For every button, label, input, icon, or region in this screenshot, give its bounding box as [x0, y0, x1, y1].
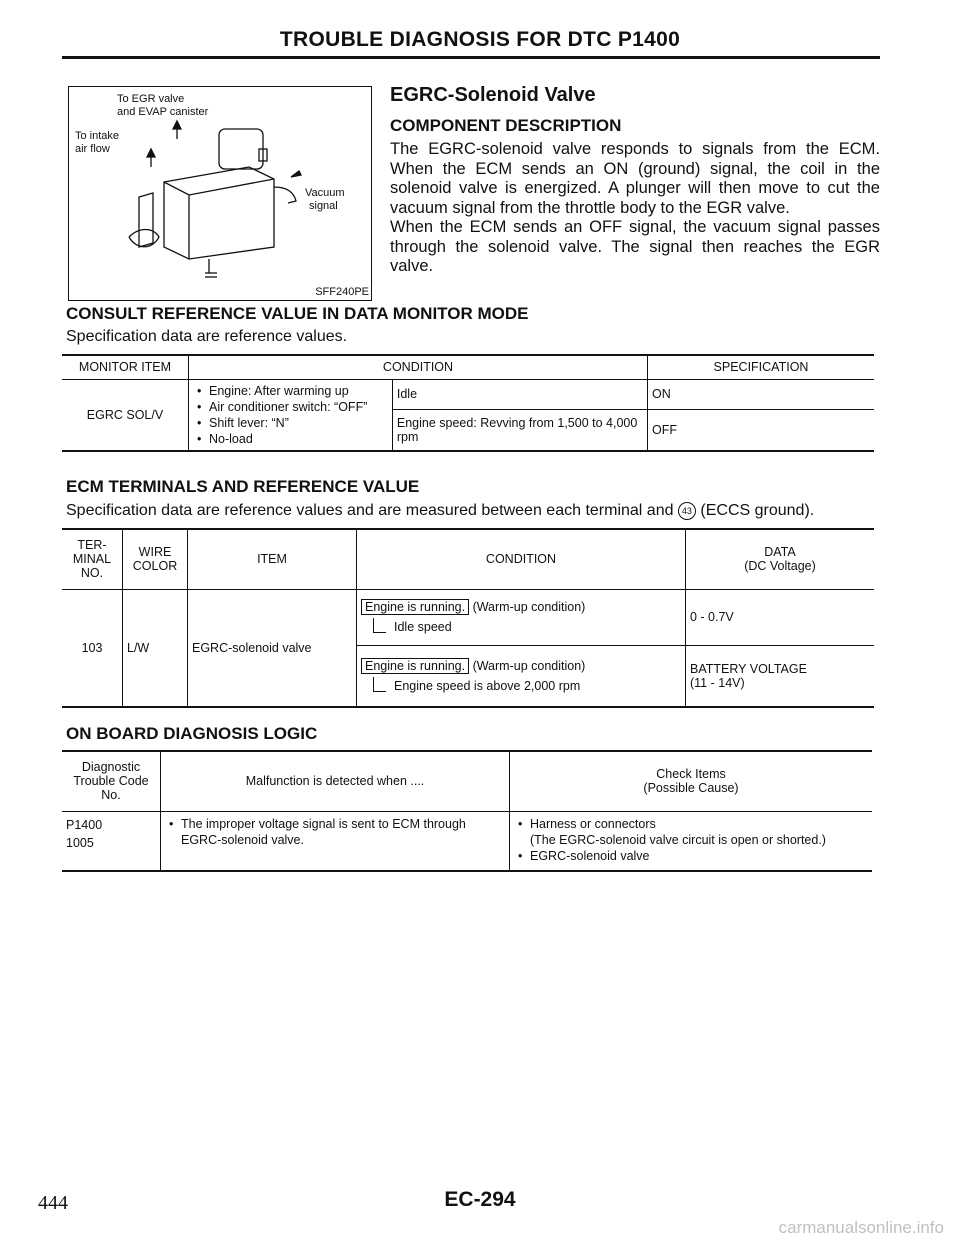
- bracket-icon: [373, 677, 386, 692]
- obd-header-code: Diagnostic Trouble Code No.: [62, 751, 161, 811]
- ecm-cond1-sub: Idle speed: [394, 620, 452, 634]
- label-vacuum-2: signal: [309, 200, 338, 212]
- obd-code: P1400 1005: [66, 817, 103, 850]
- solenoid-valve-icon: [69, 87, 371, 300]
- obd-check-note-text: (The EGRC-solenoid valve circuit is open or shorted.): [530, 832, 826, 847]
- consult-header-item: MONITOR ITEM: [62, 355, 189, 379]
- consult-row2-spec: OFF: [648, 409, 875, 451]
- figure-code: SFF240PE: [315, 286, 369, 298]
- obd-check-item: • EGRC-solenoid valve: [530, 848, 868, 864]
- ecm-title: ECM TERMINALS AND REFERENCE VALUE: [66, 477, 420, 496]
- page-number-center: EC-294: [444, 1188, 516, 1211]
- consult-condition-item: • Shift lever: “N”: [209, 415, 388, 431]
- ecm-header-condition: CONDITION: [357, 529, 686, 589]
- label-egr-2: and EVAP canister: [117, 106, 209, 118]
- ecm-wire: L/W: [123, 589, 188, 707]
- obd-malfunction-cell: [161, 811, 510, 871]
- consult-table: [62, 354, 874, 452]
- obd-table: [62, 750, 872, 872]
- ecm-cond2-text: (Warm-up condition): [472, 658, 586, 673]
- consult-row1-spec: ON: [648, 379, 875, 409]
- header-rule: [62, 56, 880, 59]
- consult-title: CONSULT REFERENCE VALUE IN DATA MONITOR MODE: [66, 304, 529, 323]
- obd-check-cell: [510, 811, 873, 871]
- obd-check-item: • Harness or connectors: [530, 816, 868, 832]
- ecm-condition-2: [357, 645, 686, 707]
- watermark: carmanualsonline.info: [778, 1218, 944, 1237]
- ecm-header-wire: WIRE COLOR: [123, 529, 188, 589]
- label-intake: To intake: [75, 130, 120, 142]
- ecm-cond2-box: Engine is running.: [361, 658, 469, 674]
- consult-condition-item: • Engine: After warming up: [209, 383, 388, 399]
- ecm-table: [62, 528, 874, 708]
- obd-header-check: Check Items (Possible Cause): [510, 751, 873, 811]
- consult-condition-item: • Air conditioner switch: “OFF”: [209, 399, 388, 415]
- ecm-item: EGRC-solenoid valve: [188, 589, 357, 707]
- ecm-note-text: Specification data are reference values and are measured between each terminal and: [66, 502, 674, 519]
- label-vacuum: Vacuum: [305, 187, 345, 199]
- consult-header-condition: CONDITION: [189, 355, 648, 379]
- solenoid-figure: [68, 86, 372, 301]
- ecm-condition-1: [357, 589, 686, 645]
- ecm-cond1-text: (Warm-up condition): [472, 600, 586, 614]
- component-subtitle: COMPONENT DESCRIPTION: [390, 116, 622, 135]
- consult-condition-item: • No-load: [209, 431, 388, 447]
- consult-header-spec: SPECIFICATION: [648, 355, 875, 379]
- ecm-terminal: 103: [81, 640, 103, 655]
- page-number-left: 444: [38, 1192, 68, 1214]
- label-egr: To EGR valve: [117, 93, 185, 105]
- component-title: EGRC-Solenoid Valve: [390, 84, 596, 106]
- ground-terminal-icon: 43: [678, 502, 696, 520]
- component-paragraph-1: The EGRC-solenoid valve responds to signals from the ECM. When the ECM sends an ON (ground) signal, the coil in the solenoid valve is energized. A plunger will then move to cut the vacuum signal from the throttle body to the EGR valve.: [390, 140, 880, 217]
- ecm-data-2: BATTERY VOLTAGE (11 - 14V): [686, 645, 875, 707]
- page-title: TROUBLE DIAGNOSIS FOR DTC P1400: [279, 28, 681, 51]
- ecm-header-data: DATA (DC Voltage): [686, 529, 875, 589]
- consult-row1-condition: Idle: [392, 379, 647, 409]
- ecm-cond2-sub: Engine speed is above 2,000 rpm: [394, 678, 581, 693]
- bracket-icon: [373, 618, 386, 633]
- obd-header-malfunction: Malfunction is detected when ....: [161, 751, 510, 811]
- consult-item: EGRC SOL/V: [86, 407, 164, 422]
- ecm-cond1-box: Engine is running.: [361, 599, 469, 615]
- consult-row2-condition: Engine speed: Revving from 1,500 to 4,000 rpm: [392, 409, 647, 451]
- obd-malfunction: • The improper voltage signal is sent to ECM through EGRC-solenoid valve.: [181, 816, 505, 848]
- ecm-data-1: 0 - 0.7V: [686, 589, 875, 645]
- consult-note: Specification data are reference values.: [66, 328, 348, 345]
- obd-check-note: [530, 832, 868, 848]
- ecm-header-terminal: TER- MINAL NO.: [62, 529, 123, 589]
- label-intake-2: air flow: [75, 143, 110, 155]
- consult-conditions: [189, 379, 393, 451]
- obd-title: ON BOARD DIAGNOSIS LOGIC: [66, 724, 318, 743]
- ecm-note: [66, 502, 814, 520]
- ecm-header-item: ITEM: [188, 529, 357, 589]
- component-paragraph-2: When the ECM sends an OFF signal, the vacuum signal passes through the solenoid valve. The signal then reaches the EGR valve.: [390, 218, 880, 275]
- ecm-note-ground: (ECCS ground).: [700, 502, 815, 519]
